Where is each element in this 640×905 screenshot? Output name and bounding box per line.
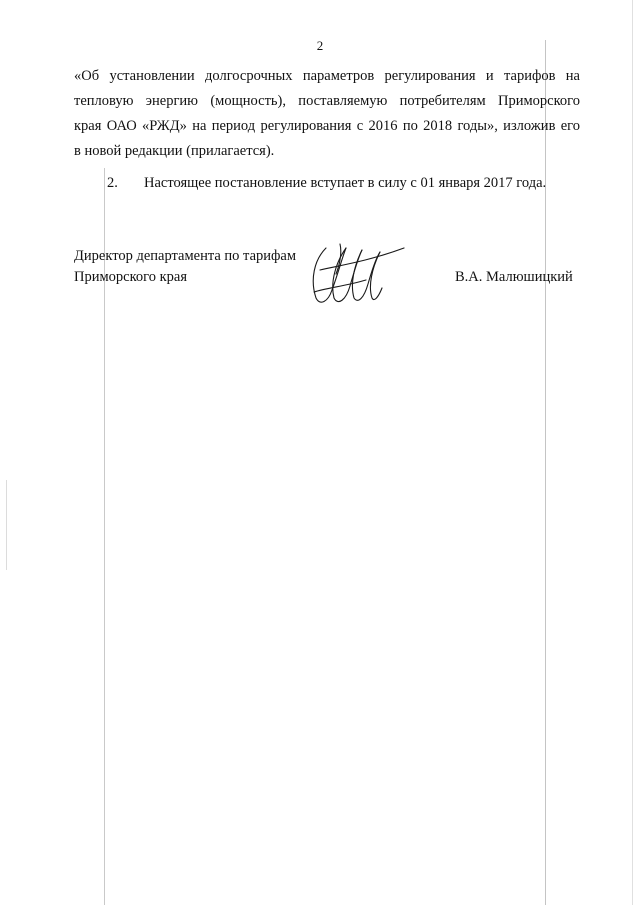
paragraph-line: тепловую энергию (мощность), поставляемую потребителям Приморского bbox=[74, 93, 580, 109]
clause-number: 2. bbox=[107, 175, 118, 191]
signatory-name: В.А. Малюшицкий bbox=[455, 269, 573, 285]
paragraph-line: края ОАО «РЖД» на период регулирования с 2016 по 2018 годы», изложив его bbox=[74, 118, 580, 134]
position-line: Директор департамента по тарифам bbox=[74, 248, 297, 264]
scan-artifact-line bbox=[6, 480, 7, 570]
signatory-position bbox=[74, 246, 296, 288]
paragraph-line: в новой редакции (прилагается). bbox=[74, 143, 275, 159]
scan-artifact-line bbox=[545, 40, 546, 905]
page-number: 2 bbox=[316, 38, 324, 53]
clause-2 bbox=[107, 172, 587, 194]
handwritten-signature bbox=[306, 240, 410, 308]
clause-text: Настоящее постановление вступает в силу с 01 января 2017 года. bbox=[144, 175, 547, 191]
paragraph-line: «Об установлении долгосрочных параметров регулирования и тарифов на bbox=[74, 68, 580, 84]
scan-artifact-line bbox=[632, 0, 633, 905]
position-line: Приморского края bbox=[74, 269, 188, 285]
continued-paragraph bbox=[74, 64, 580, 164]
